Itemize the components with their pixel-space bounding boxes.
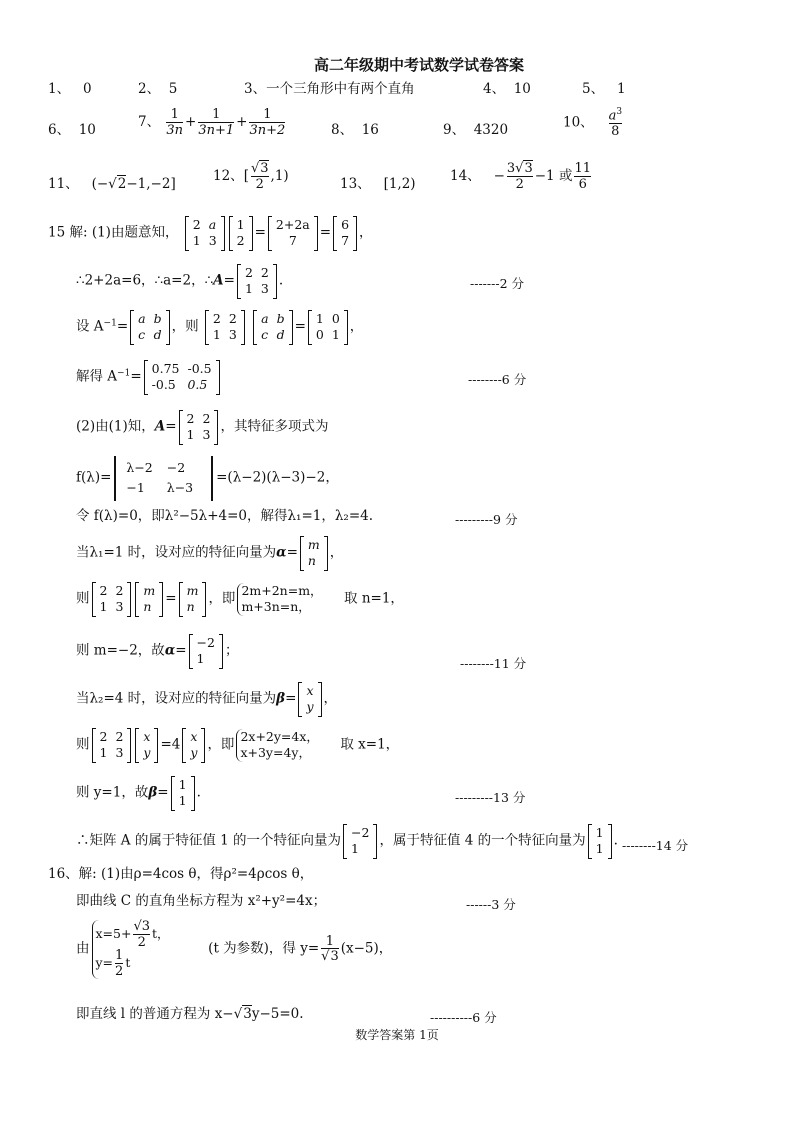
q15-line-1: 15 解: (1)由题意知， 2 a 1 3 1 2 = 2+2a 7 = 6 7 ， [48, 216, 373, 251]
score-14: --------14 分 [622, 838, 689, 853]
q15-beta-result: 则 y=1，故β= 1 1 . [76, 776, 201, 811]
answer-3: 3、一个三角形中有两个直角 [244, 81, 415, 97]
q16-line-2: 即曲线 C 的直角坐标方程为 x²+y²=4x； [76, 893, 327, 909]
q15-eigenvalues: 令 f(λ)=0，即λ²−5λ+4=0，解得λ₁=1，λ₂=4. [76, 508, 374, 524]
answer-12: 12、[ √ $\frac{3}{2}$ ,1) [213, 162, 289, 191]
q15-line-2: ∴2+2a=6，∴a=2，∴A= 2 2 1 3 . [76, 264, 283, 299]
q16-param-system: 由 x=5+ $\frac{√3}{2}$ t， y= $\frac{1}{2}$ t (t 为参数)，得 y= 1 √ 3 (x−5)， [76, 920, 392, 979]
score-16-6: ----------6 分 [430, 1010, 497, 1025]
answer-5: 5、 1 [582, 81, 626, 97]
q15-case1-system: 则 2 2 1 3 m n = m n ，即 2m+2n=m， m+3n=n， 取 n=1， [76, 582, 404, 617]
answer-7: 7、 $\frac{1}{3n}$ + $\frac{1}{3n+1}$ + $\frac{1}{3n+2}$ [138, 107, 286, 138]
answer-1: 1、 0 [48, 81, 92, 97]
answer-11: 11、 (−√ 2−1,−2] [48, 178, 176, 192]
q15-case1: 当λ₁=1 时，设对应的特征向量为α= m n ， [76, 536, 343, 571]
q15-char-poly: f(λ)= λ−2 −2 −1 λ−3 =(λ−2)(λ−3)−2， [76, 456, 339, 501]
q15-conclusion: ∴矩阵 A 的属于特征值 1 的一个特征向量为 −2 1 ，属于特征值 4 的一个特征向量为 1 1 . [76, 824, 618, 859]
q15-line-4: 解得 $A^{-1}=$ 0.75 -0.5 -0.5 0.5 [76, 360, 222, 395]
q15-line-3: 设 $A^{-1}=$ a b c d ，则 2 2 1 3 a b c d = 1 0 0 1 ， [76, 310, 363, 345]
answer-10: 10、 $\frac{a^3}{8}$ [563, 107, 623, 139]
score-11: --------11 分 [460, 656, 527, 671]
q16-line-1: 16、解: (1)由ρ=4cos θ，得ρ²=4ρcos θ， [48, 866, 314, 882]
answer-6: 6、 10 [48, 122, 96, 138]
answer-2: 2、 5 [138, 81, 178, 97]
answer-14: 14、 − $\frac{3√ 3}{2}$ −1 或 $\frac{11}{6}$ [450, 162, 593, 191]
q15-alpha-result: 则 m=−2，故α= −2 1 ； [76, 634, 238, 669]
page-footer: 数学答案第 1页 [355, 1028, 439, 1042]
answer-13: 13、 [1,2) [340, 176, 416, 192]
answer-9: 9、 4320 [443, 122, 509, 138]
score-9: ---------9 分 [455, 512, 518, 527]
score-2: -------2 分 [470, 276, 524, 291]
answer-8: 8、 16 [331, 122, 379, 138]
q15-part2-intro: (2)由(1)知，A= 2 2 1 3 ，其特征多项式为 [76, 410, 328, 445]
score-13: ---------13 分 [455, 790, 526, 805]
q16-line-4: 即直线 l 的普通方程为 x−√ 3y−5=0. [76, 1008, 304, 1022]
score-6: --------6 分 [468, 372, 527, 387]
page-title: 高二年级期中考试数学试卷答案 [314, 56, 525, 74]
q15-case2-system: 则 2 2 1 3 x y =4 x y ，即 2x+2y=4x， x+3y=4y， 取 x=1， [76, 728, 399, 763]
answer-4: 4、 10 [483, 81, 531, 97]
score-16-3: ------3 分 [466, 897, 516, 912]
q15-case2: 当λ₂=4 时，设对应的特征向量为β= x y ， [76, 682, 337, 717]
